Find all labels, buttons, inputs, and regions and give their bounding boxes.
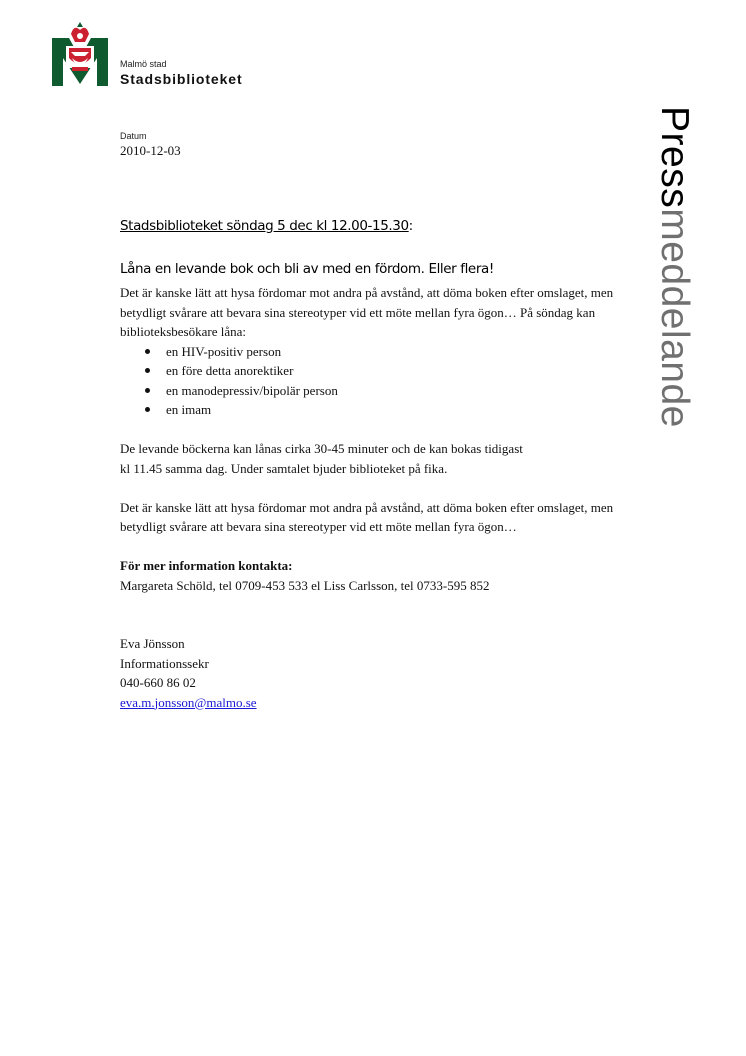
headline — [120, 218, 413, 234]
intro-paragraph: Det är kanske lätt att hysa fördomar mot andra på avstånd, att döma boken efter omslaget, men betydligt svårare att bevara sina stereotyper vid ett möte mellan fyra ögon… På söndag kan biblioteksbesökare låna: — [120, 285, 614, 339]
press-release-side-title — [652, 106, 696, 428]
date-value: 2010-12-03 — [120, 143, 181, 158]
side-title-light: meddelande — [653, 208, 696, 428]
signature-title: Informationssekr — [120, 655, 209, 671]
body-text — [120, 283, 620, 712]
email-link[interactable]: eva.m.jonsson@malmo.se — [120, 694, 257, 710]
list-item: en manodepressiv/bipolär person — [120, 381, 620, 401]
organization-name: Stadsbiblioteket — [120, 71, 243, 87]
bullet-list — [120, 342, 620, 420]
contact-heading: För mer information kontakta: — [120, 558, 293, 573]
signature-name: Eva Jönsson — [120, 636, 185, 651]
contact-line: Margareta Schöld, tel 0709-453 533 el Liss Carlsson, tel 0733-595 852 — [120, 577, 490, 593]
booking-paragraph-line-2: kl 11.45 samma dag. Under samtalet bjuder biblioteket på fika. — [120, 460, 448, 476]
headline-text: Stadsbiblioteket söndag 5 dec kl 12.00-15.30 — [120, 218, 409, 234]
malmo-coat-of-arms-icon — [52, 22, 108, 86]
subheading: Låna en levande bok och bli av med en fördom. Eller flera! — [120, 261, 494, 277]
list-item: en imam — [120, 400, 620, 420]
signature-phone: 040-660 86 02 — [120, 675, 196, 690]
headline-suffix: : — [408, 218, 413, 234]
organization-city: Malmö stad — [120, 59, 167, 69]
date-label: Datum — [120, 131, 147, 141]
booking-paragraph-line-1: De levande böckerna kan lånas cirka 30-45 minuter och de kan bokas tidigast — [120, 441, 523, 456]
side-title-dark: Press — [653, 106, 696, 209]
list-item: en före detta anorektiker — [120, 361, 620, 381]
closing-paragraph: Det är kanske lätt att hysa fördomar mot andra på avstånd, att döma boken efter omslaget, men betydligt svårare att bevara sina stereotyper vid ett möte mellan fyra ögon… — [120, 499, 614, 534]
list-item: en HIV-positiv person — [120, 342, 620, 362]
